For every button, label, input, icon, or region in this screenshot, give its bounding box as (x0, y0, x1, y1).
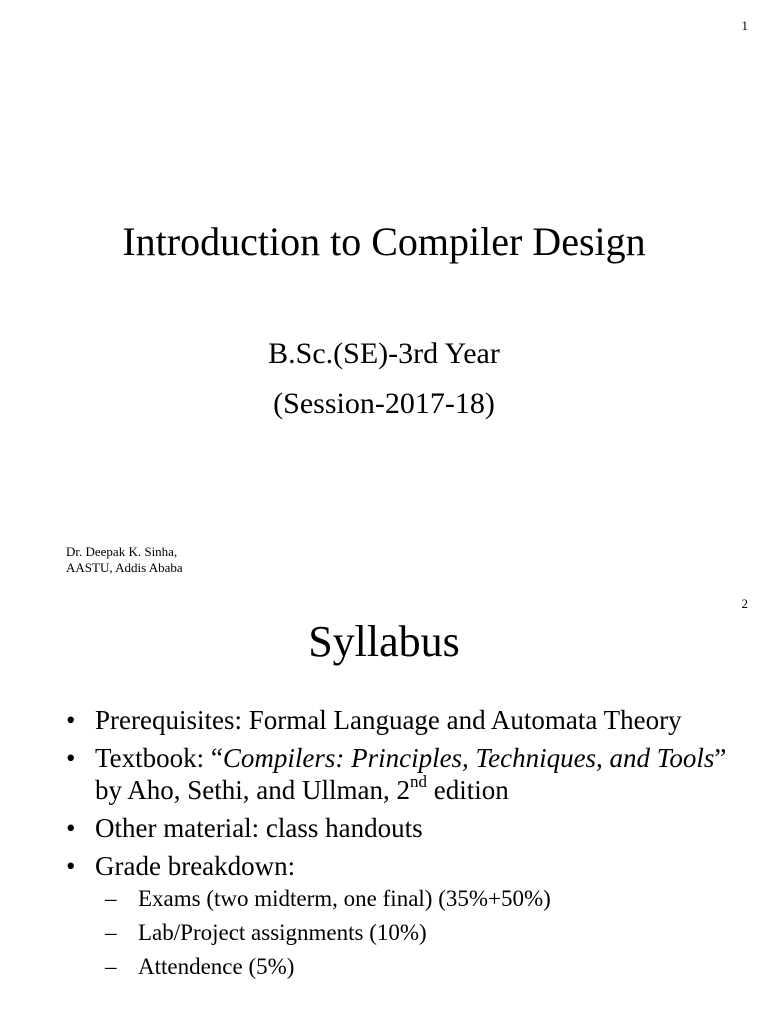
author-name: Dr. Deepak K. Sinha, (66, 544, 178, 559)
slide-2 (0, 592, 768, 1024)
bullet-text: Prerequisites: Formal Language and Automata Theory (95, 705, 682, 735)
page-number: 2 (741, 596, 748, 611)
bullet-grade-breakdown (66, 850, 746, 984)
bullet-text: Grade breakdown: (95, 851, 296, 881)
page-number: 1 (741, 18, 748, 33)
grade-item: – Attendence (5%) (105, 950, 746, 984)
grade-item: – Exams (two midterm, one final) (35%+50%) (105, 882, 746, 916)
syllabus-bullets (66, 704, 746, 990)
slide-title: Syllabus (308, 617, 460, 666)
textbook-title: Compilers: Principles, Techniques, and Tools (222, 743, 715, 773)
author-affiliation: AASTU, Addis Ababa (66, 560, 183, 575)
bullet-textbook (66, 742, 746, 806)
textbook-end: edition (426, 775, 509, 805)
course-subtitle: B.Sc.(SE)-3rd Year (268, 337, 500, 370)
bullet-prerequisites (66, 704, 746, 736)
bullet-text: Other material: class handouts (95, 813, 423, 843)
textbook-prefix: Textbook: “ (95, 743, 223, 773)
bullet-other-material (66, 812, 746, 844)
textbook-suffix: ” by Aho, Sethi, and Ullman, 2 (95, 743, 727, 805)
grade-item: – Lab/Project assignments (10%) (105, 916, 746, 950)
slide-title: Introduction to Compiler Design (122, 219, 646, 264)
textbook-superscript: nd (409, 772, 427, 791)
grade-breakdown-list (95, 882, 746, 984)
author-info (66, 544, 183, 576)
session-subtitle: (Session-2017-18) (273, 387, 495, 420)
